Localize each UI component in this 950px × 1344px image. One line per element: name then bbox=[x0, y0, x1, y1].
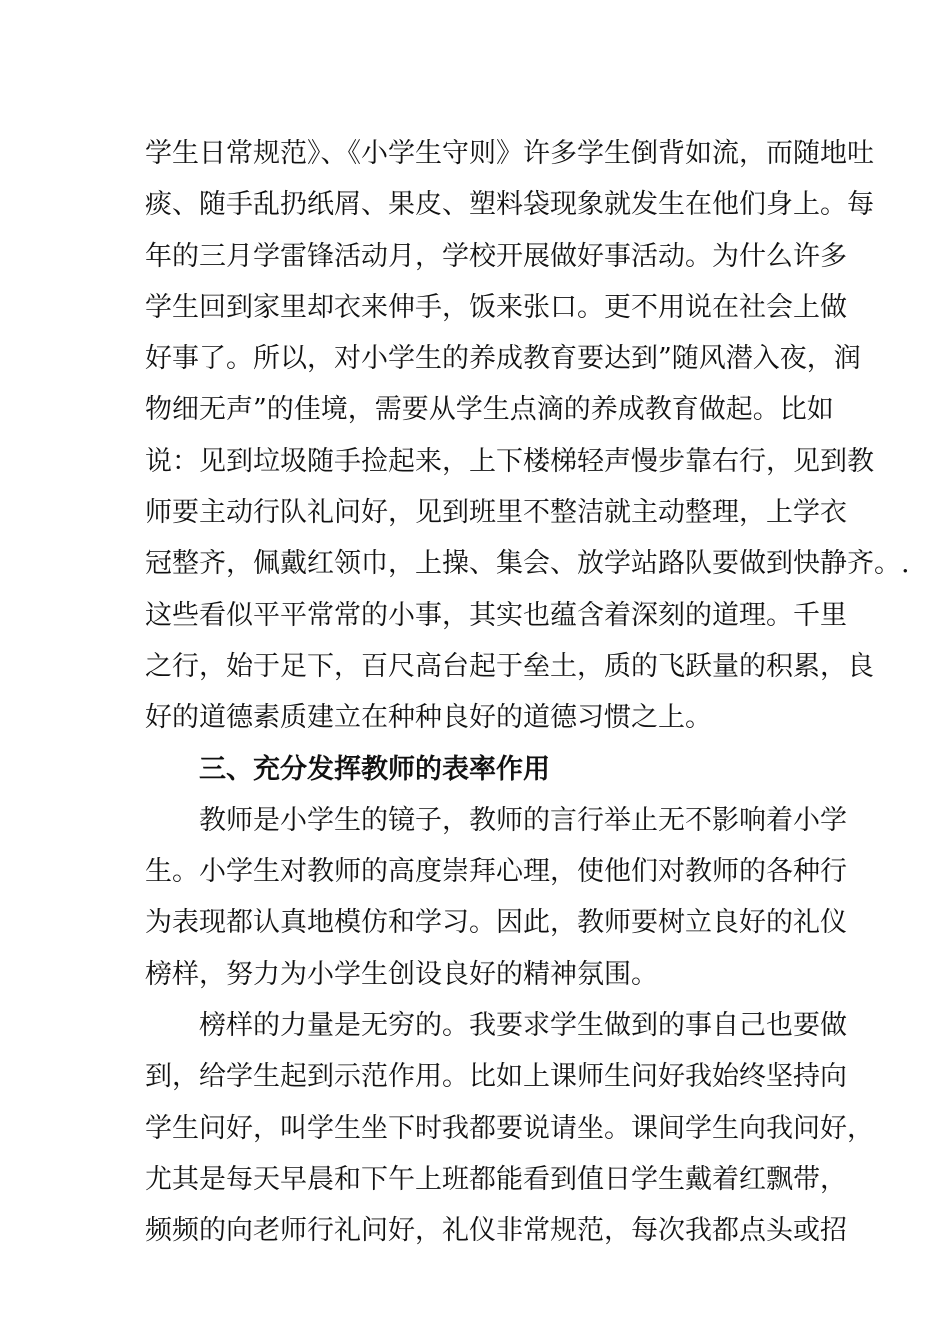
text-line: 痰、随手乱扔纸屑、果皮、塑料袋现象就发生在他们身上。每 bbox=[145, 189, 874, 221]
text-line: 频频的向老师行礼问好，礼仪非常规范，每次我都点头或招 bbox=[145, 1215, 847, 1247]
text-line: 榜样，努力为小学生创设良好的精神氛围。 bbox=[145, 958, 658, 990]
text-line: 学生日常规范》、《小学生守则》许多学生倒背如流，而随地吐 bbox=[145, 138, 874, 169]
text-line: 之行，始于足下，百尺高台起于垒土，质的飞跃量的积累，良 bbox=[145, 650, 874, 682]
text-line: 好事了。所以，对小学生的养成教育要达到”随风潜入夜，润 bbox=[145, 343, 861, 375]
text-line: 说：见到垃圾随手捡起来，上下楼梯轻声慢步靠右行，见到教 bbox=[145, 445, 874, 477]
text-line: 为表现都认真地模仿和学习。因此，教师要树立良好的礼仪 bbox=[145, 907, 847, 939]
text-line: 学生问好，叫学生坐下时我都要说请坐。课间学生向我问好， bbox=[145, 1112, 874, 1144]
text-line: 学生回到家里却衣来伸手，饭来张口。更不用说在社会上做 bbox=[145, 291, 847, 323]
text-line: 尤其是每天早晨和下午上班都能看到值日学生戴着红飘带， bbox=[145, 1163, 847, 1195]
text-line: 这些看似平平常常的小事，其实也蕴含着深刻的道理。千里 bbox=[145, 599, 847, 631]
document-body bbox=[145, 128, 910, 1257]
text-line: 冠整齐，佩戴红领巾，上操、集会、放学站路队要做到快静齐。. bbox=[145, 548, 910, 580]
text-line: 榜样的力量是无穷的。我要求学生做到的事自己也要做 bbox=[199, 1010, 847, 1042]
text-line: 到，给学生起到示范作用。比如上课师生问好我始终坚持向 bbox=[145, 1061, 847, 1093]
text-line: 教师是小学生的镜子，教师的言行举止无不影响着小学 bbox=[199, 804, 847, 836]
text-line: 好的道德素质建立在种种良好的道德习惯之上。 bbox=[145, 702, 712, 734]
text-line: 物细无声”的佳境，需要从学生点滴的养成教育做起。比如 bbox=[145, 394, 834, 426]
text-line: 师要主动行队礼问好，见到班里不整洁就主动整理，上学衣 bbox=[145, 497, 847, 529]
text-line: 年的三月学雷锋活动月，学校开展做好事活动。为什么许多 bbox=[145, 240, 847, 272]
section-heading: 三、充分发挥教师的表率作用 bbox=[199, 753, 550, 785]
text-line: 生。小学生对教师的高度崇拜心理，使他们对教师的各种行 bbox=[145, 856, 847, 888]
